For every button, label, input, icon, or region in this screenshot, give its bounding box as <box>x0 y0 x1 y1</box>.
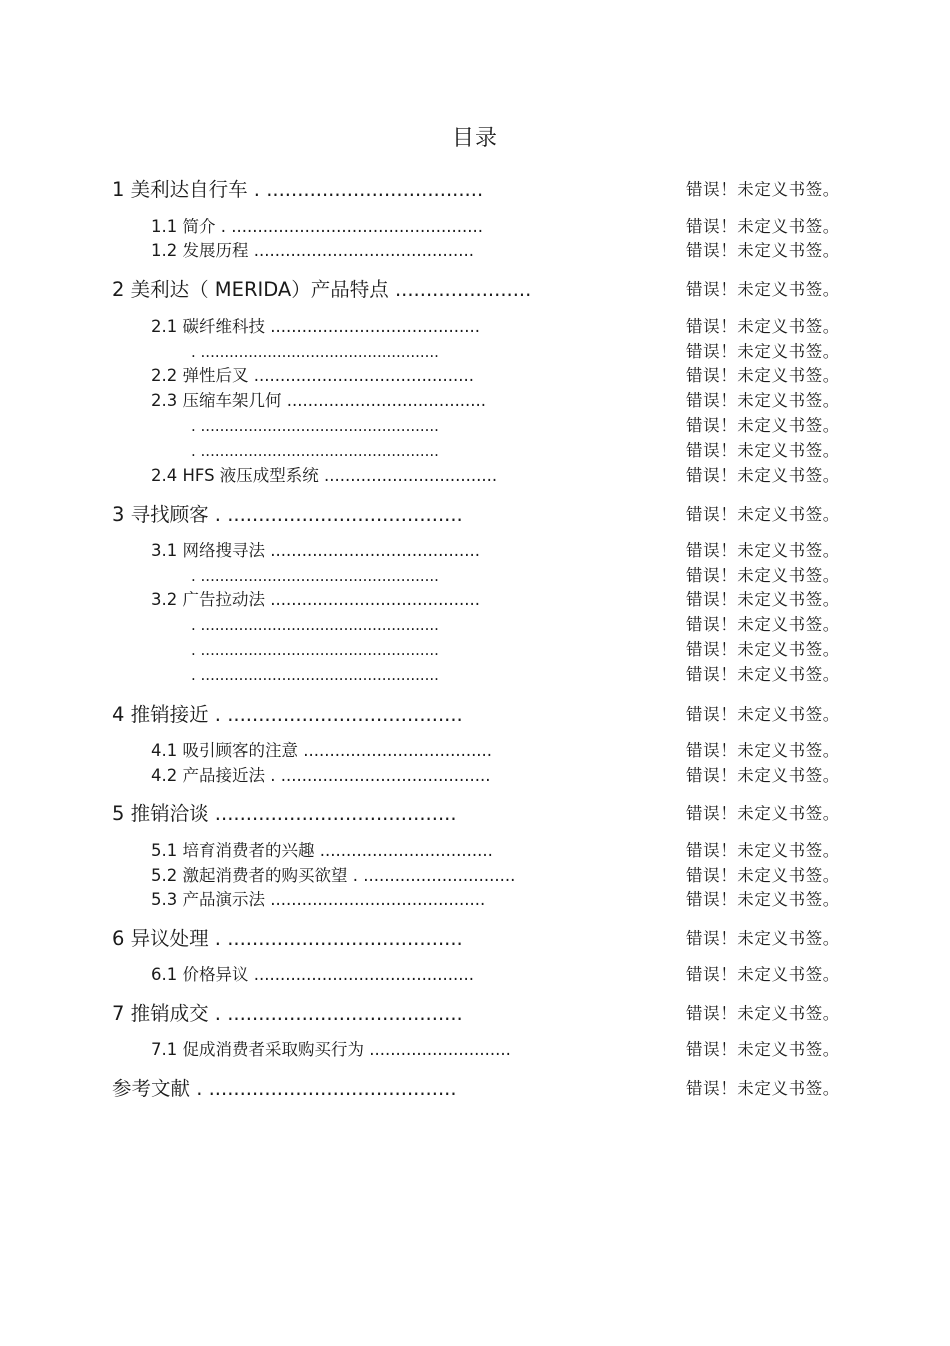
toc-page-reference: 错误！未定义书签。 <box>686 866 840 885</box>
toc-page-reference: 错误！未定义书签。 <box>686 366 840 385</box>
toc-entry[interactable] <box>0 388 950 414</box>
toc-page-reference: 错误！未定义书签。 <box>686 890 840 909</box>
toc-entry[interactable] <box>0 801 950 827</box>
toc-entry[interactable] <box>0 887 950 913</box>
toc-entry-title: 5 推销洽谈 ....................................... <box>112 802 457 825</box>
toc-page-reference: 错误！未定义书签。 <box>686 241 840 260</box>
toc-entry-title: . .................................................. <box>191 417 439 435</box>
toc-entry-title: 2.1 碳纤维科技 ........................................ <box>151 317 481 336</box>
toc-entry-title: 5.2 激起消费者的购买欲望 . ............................. <box>151 866 516 885</box>
toc-page-reference: 错误！未定义书签。 <box>686 566 840 585</box>
toc-title: 目录 <box>451 126 498 151</box>
toc-page-reference: 错误！未定义书签。 <box>686 1079 840 1098</box>
toc-entry[interactable] <box>0 662 950 688</box>
toc-entry[interactable] <box>0 637 950 663</box>
toc-entry[interactable] <box>0 563 950 589</box>
toc-entry-title: 7.1 促成消费者采取购买行为 ........................... <box>151 1040 511 1059</box>
toc-entry-title: 5.1 培育消费者的兴趣 ................................. <box>151 841 493 860</box>
toc-entry[interactable] <box>0 1001 950 1027</box>
toc-page-reference: 错误！未定义书签。 <box>686 391 840 410</box>
toc-entry[interactable] <box>0 838 950 864</box>
toc-page-reference: 错误！未定义书签。 <box>686 1040 840 1059</box>
toc-entry[interactable] <box>0 738 950 764</box>
toc-entry-title: 2.4 HFS 液压成型系统 ................................. <box>151 466 498 485</box>
toc-entry[interactable] <box>0 363 950 389</box>
toc-page-reference: 错误！未定义书签。 <box>686 705 840 724</box>
toc-entry[interactable] <box>0 926 950 952</box>
toc-entry-title: 1 美利达自行车 . ................................... <box>112 178 484 201</box>
toc-page-reference: 错误！未定义书签。 <box>686 441 840 460</box>
toc-page-reference: 错误！未定义书签。 <box>686 741 840 760</box>
toc-entry[interactable] <box>0 339 950 365</box>
toc-page-reference: 错误！未定义书签。 <box>686 280 840 299</box>
toc-entry[interactable] <box>0 177 950 203</box>
toc-entry[interactable] <box>0 502 950 528</box>
toc-entry[interactable] <box>0 612 950 638</box>
toc-entry[interactable] <box>0 763 950 789</box>
toc-page-reference: 错误！未定义书签。 <box>686 590 840 609</box>
toc-entry-title: 7 推销成交 . ...................................... <box>112 1002 463 1025</box>
toc-page-reference: 错误！未定义书签。 <box>686 342 840 361</box>
toc-entry[interactable] <box>0 1076 950 1102</box>
toc-entry-title: . .................................................. <box>191 641 439 659</box>
toc-page-reference: 错误！未定义书签。 <box>686 317 840 336</box>
toc-page-reference: 错误！未定义书签。 <box>686 665 840 684</box>
toc-entry-title: 2.3 压缩车架几何 ...................................... <box>151 391 487 410</box>
toc-entry-title: . .................................................. <box>191 567 439 585</box>
toc-entry[interactable] <box>0 314 950 340</box>
toc-page-reference: 错误！未定义书签。 <box>686 541 840 560</box>
toc-page-reference: 错误！未定义书签。 <box>686 804 840 823</box>
toc-entry-title: 6.1 价格异议 .......................................... <box>151 965 475 984</box>
toc-entry-title: . .................................................. <box>191 666 439 684</box>
toc-page-reference: 错误！未定义书签。 <box>686 929 840 948</box>
toc-entry[interactable] <box>0 214 950 240</box>
toc-page-reference: 错误！未定义书签。 <box>686 466 840 485</box>
toc-entry-title: 2.2 弹性后叉 .......................................... <box>151 366 475 385</box>
toc-entry[interactable] <box>0 702 950 728</box>
toc-page-reference: 错误！未定义书签。 <box>686 505 840 524</box>
toc-entry-title: 2 美利达（ MERIDA）产品特点 ...................... <box>112 278 532 301</box>
toc-page-reference: 错误！未定义书签。 <box>686 180 840 199</box>
toc-entry[interactable] <box>0 413 950 439</box>
toc-entry-title: 4 推销接近 . ...................................... <box>112 703 463 726</box>
toc-entry[interactable] <box>0 538 950 564</box>
toc-page-reference: 错误！未定义书签。 <box>686 766 840 785</box>
toc-entry-title: 3.2 广告拉动法 ........................................ <box>151 590 481 609</box>
toc-entry-title: 1.2 发展历程 .......................................... <box>151 241 475 260</box>
toc-entry[interactable] <box>0 277 950 303</box>
toc-page-reference: 错误！未定义书签。 <box>686 615 840 634</box>
toc-page-reference: 错误！未定义书签。 <box>686 841 840 860</box>
toc-page-reference: 错误！未定义书签。 <box>686 416 840 435</box>
toc-entry-title: 6 异议处理 . ...................................... <box>112 927 463 950</box>
toc-entry-title: 1.1 简介 . ................................................ <box>151 217 483 236</box>
toc-entry-title: 3.1 网络搜寻法 ........................................ <box>151 541 481 560</box>
toc-entry-title: . .................................................. <box>191 343 439 361</box>
toc-page-reference: 错误！未定义书签。 <box>686 217 840 236</box>
toc-entry-title: 4.2 产品接近法 . ........................................ <box>151 766 491 785</box>
toc-page-reference: 错误！未定义书签。 <box>686 1004 840 1023</box>
toc-entry-title: 5.3 产品演示法 ......................................... <box>151 890 486 909</box>
toc-entry-title: 4.1 吸引顾客的注意 .................................... <box>151 741 493 760</box>
toc-entry[interactable] <box>0 438 950 464</box>
toc-entry[interactable] <box>0 1037 950 1063</box>
toc-entry[interactable] <box>0 463 950 489</box>
toc-page-reference: 错误！未定义书签。 <box>686 965 840 984</box>
toc-entry[interactable] <box>0 238 950 264</box>
toc-entry[interactable] <box>0 863 950 889</box>
toc-entry-title: . .................................................. <box>191 442 439 460</box>
toc-entry[interactable] <box>0 587 950 613</box>
toc-entry-title: 3 寻找顾客 . ...................................... <box>112 503 463 526</box>
toc-entry-title: . .................................................. <box>191 616 439 634</box>
toc-entry[interactable] <box>0 962 950 988</box>
toc-page-reference: 错误！未定义书签。 <box>686 640 840 659</box>
toc-entry-title: 参考文献 . ........................................ <box>112 1077 457 1100</box>
